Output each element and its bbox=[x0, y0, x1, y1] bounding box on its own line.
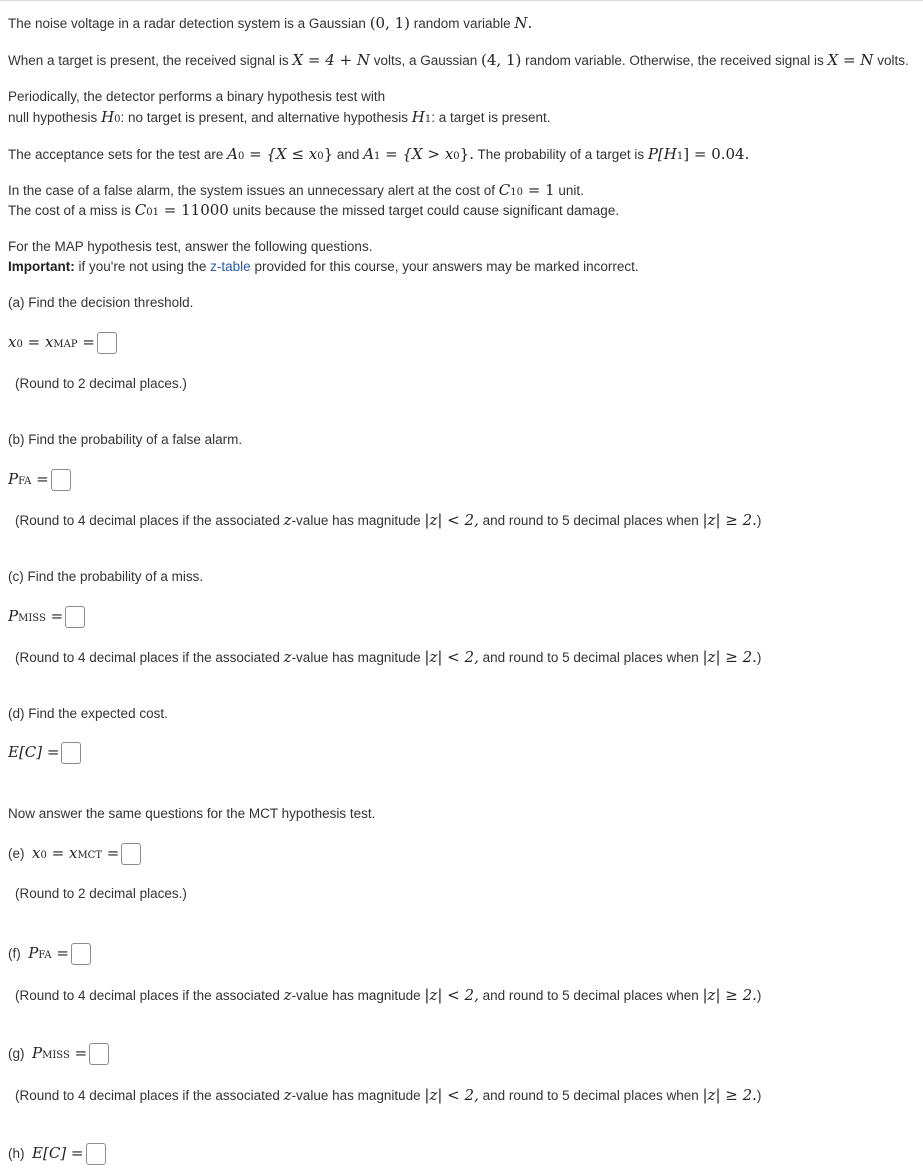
question-e-round-note: (Round to 2 decimal places.) bbox=[15, 886, 187, 901]
answer-f-input[interactable] bbox=[71, 943, 91, 965]
answer-a-input[interactable] bbox=[97, 332, 117, 354]
question-a-label: (a) Find the decision threshold. bbox=[8, 295, 194, 310]
answer-e-input[interactable] bbox=[121, 843, 141, 865]
intro-line-7: The cost of a miss is C01 = 11000 units because the missed target could cause significant damage. bbox=[8, 201, 620, 219]
intro-line-3: Periodically, the detector performs a binary hypothesis test with bbox=[8, 89, 386, 104]
mct-intro: Now answer the same questions for the MCT hypothesis test. bbox=[8, 806, 376, 821]
question-c-label: (c) Find the probability of a miss. bbox=[8, 569, 204, 584]
intro-line-1: The noise voltage in a radar detection system is a Gaussian (0, 1) random variable N. bbox=[8, 14, 533, 32]
question-f-answer: (f) PFA = bbox=[8, 943, 91, 966]
question-c-answer: PMISS = bbox=[8, 606, 85, 629]
question-d-label: (d) Find the expected cost. bbox=[8, 706, 168, 721]
question-b-answer: PFA = bbox=[8, 469, 71, 492]
top-border bbox=[0, 0, 923, 1]
map-intro: For the MAP hypothesis test, answer the following questions. bbox=[8, 239, 373, 254]
z-table-link[interactable]: z-table bbox=[210, 259, 251, 274]
answer-b-input[interactable] bbox=[51, 469, 71, 491]
question-h-answer: (h) E[C] = bbox=[8, 1143, 106, 1165]
intro-line-5: The acceptance sets for the test are A0 = {X ≤ x0} and A1 = {X > x0}. The probability of a target is P[H1] = 0.04. bbox=[8, 145, 750, 163]
question-a-answer: x0 = xMAP = bbox=[8, 332, 117, 355]
answer-d-input[interactable] bbox=[61, 742, 81, 764]
answer-h-input[interactable] bbox=[86, 1143, 106, 1165]
question-e-answer: (e) x0 = xMCT = bbox=[8, 843, 141, 866]
question-c-round-note: (Round to 4 decimal places if the associated z-value has magnitude |z| < 2, and round to 5 decimal places when |z| ≥ 2.) bbox=[15, 648, 762, 666]
question-b-round-note: (Round to 4 decimal places if the associated z-value has magnitude |z| < 2, and round to 5 decimal places when |z| ≥ 2.) bbox=[15, 511, 762, 529]
important-note: Important: if you're not using the z-table provided for this course, your answers may be marked incorrect. bbox=[8, 259, 639, 274]
intro-line-4: null hypothesis H0: no target is present, and alternative hypothesis H1: a target is present. bbox=[8, 108, 551, 126]
question-d-answer: E[C] = bbox=[8, 742, 81, 764]
answer-c-input[interactable] bbox=[65, 606, 85, 628]
question-b-label: (b) Find the probability of a false alarm. bbox=[8, 432, 243, 447]
answer-g-input[interactable] bbox=[89, 1043, 109, 1065]
question-g-round-note: (Round to 4 decimal places if the associated z-value has magnitude |z| < 2, and round to 5 decimal places when |z| ≥ 2.) bbox=[15, 1086, 762, 1104]
question-g-answer: (g) PMISS = bbox=[8, 1043, 109, 1066]
question-a-round-note: (Round to 2 decimal places.) bbox=[15, 376, 187, 391]
intro-line-2: When a target is present, the received signal is X = 4 + N volts, a Gaussian (4, 1) random variable. Otherwise, the received signal is X = N volts. bbox=[8, 51, 909, 69]
intro-line-6: In the case of a false alarm, the system issues an unnecessary alert at the cost of C10 = 1 unit. bbox=[8, 181, 584, 199]
question-f-round-note: (Round to 4 decimal places if the associated z-value has magnitude |z| < 2, and round to 5 decimal places when |z| ≥ 2.) bbox=[15, 986, 762, 1004]
